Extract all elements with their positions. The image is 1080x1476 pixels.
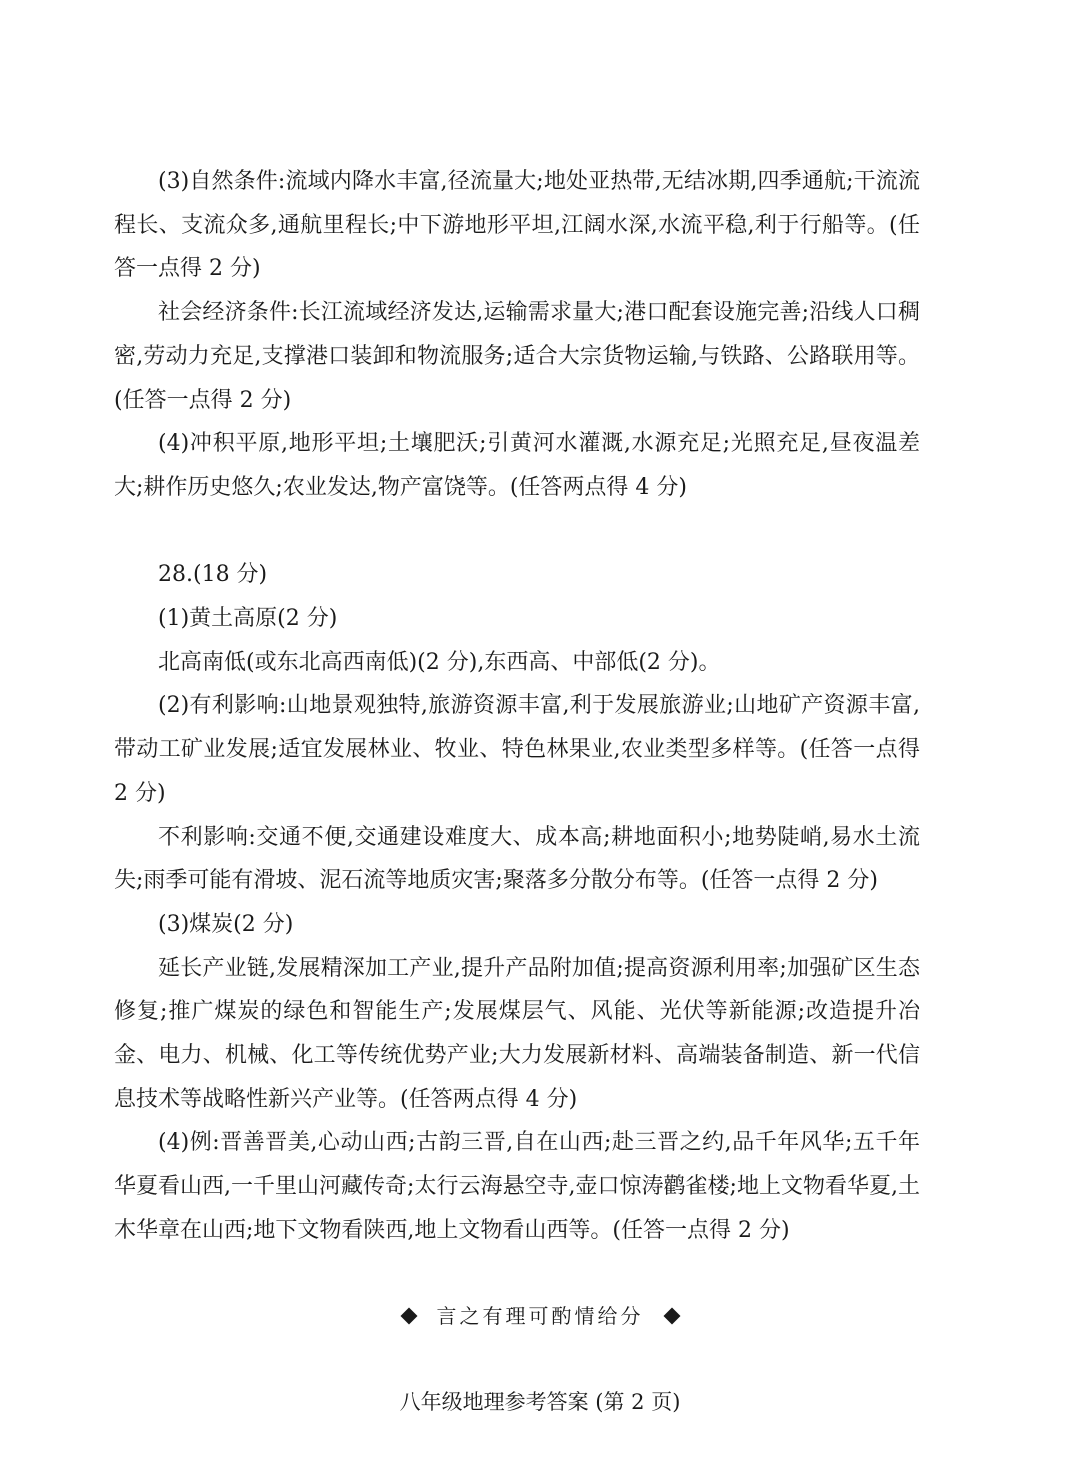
q28-3a-answer: (3)煤炭(2 分) [158,911,294,937]
diamond-icon [400,1307,417,1324]
q28-2-positive-answer: (2)有利影响:山地景观独特,旅游资源丰富,利于发展旅游业;山地矿产资源丰富,带动工矿业发展;适宜发展林业、牧业、特色林果业,农业类型多样等。(任答一点得 2 分) [114,693,920,806]
diamond-icon [663,1307,680,1324]
q28-3b-answer: 延长产业链,发展精深加工产业,提升产品附加值;提高资源利用率;加强矿区生态修复;推广煤炭的绿色和智能生产;发展煤层气、风能、光伏等新能源;改造提升冶金、电力、机械、化工等传统优势产业;大力发展新材料、高端装备制造、新一代信息技术等战略性新兴产业等。(任答两点得 4 分) [114,955,920,1112]
q28-1b-answer: 北高南低(或东北高西南低)(2 分),东西高、中部低(2 分)。 [158,649,721,675]
grading-note-text: 言之有理可酌情给分 [436,1304,644,1328]
q27-3-social-answer: 社会经济条件:长江流域经济发达,运输需求量大;港口配套设施完善;沿线人口稠密,劳动力充足,支撑港口装卸和物流服务;适合大宗货物运输,与铁路、公路联用等。(任答一点得 2 分) [114,300,920,413]
q27-3-natural-answer: (3)自然条件:流域内降水丰富,径流量大;地处亚热带,无结冰期,四季通航;干流流程长、支流众多,通航里程长;中下游地形平坦,江阔水深,水流平稳,利于行船等。(任答一点得 2 分) [114,169,920,282]
section-gap [114,510,920,554]
q28-header: 28.(18 分) [158,562,268,588]
page-footer: 八年级地理参考答案 (第 2 页) [399,1390,681,1414]
answer-content [114,160,920,1253]
q27-4-answer: (4)冲积平原,地形平坦;土壤肥沃;引黄河水灌溉,水源充足;光照充足,昼夜温差大;耕作历史悠久;农业发达,物产富饶等。(任答两点得 4 分) [114,431,920,500]
q28-4-answer: (4)例:晋善晋美,心动山西;古韵三晋,自在山西;赴三晋之约,品千年风华;五千年华夏看山西,一千里山河藏传奇;太行云海悬空寺,壶口惊涛鹳雀楼;地上文物看华夏,土木华章在山西;地下文物看陕西,地上文物看山西等。(任答一点得 2 分) [114,1130,920,1243]
q28-2-negative-answer: 不利影响:交通不便,交通建设难度大、成本高;耕地面积小;地势陡峭,易水土流失;雨季可能有滑坡、泥石流等地质灾害;聚落多分散分布等。(任答一点得 2 分) [114,824,920,894]
q28-1a-answer: (1)黄土高原(2 分) [158,606,338,632]
grading-note [0,1302,1080,1330]
